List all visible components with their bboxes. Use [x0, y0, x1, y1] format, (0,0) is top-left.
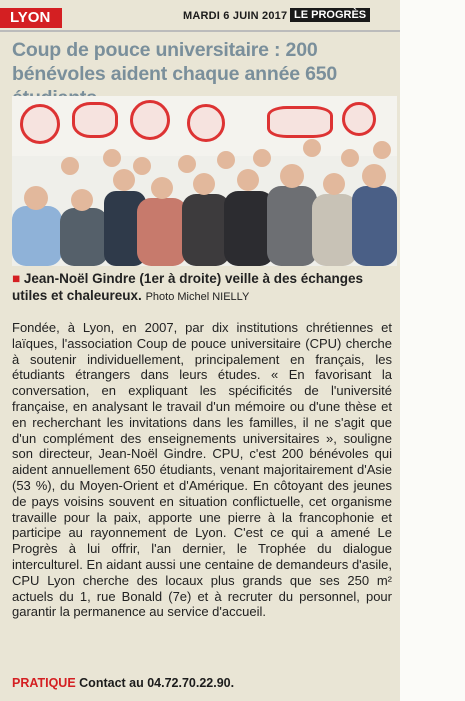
article-body	[12, 320, 392, 620]
section-city-tag: LYON	[0, 8, 62, 28]
wall-plate	[130, 100, 170, 140]
caption-bullet: ■	[12, 271, 24, 286]
practical-label: PRATIQUE	[12, 676, 76, 690]
photo-credit: Photo Michel NIELLY	[145, 291, 250, 303]
photo-caption	[12, 270, 397, 306]
wall-plate	[72, 102, 118, 138]
wall-plate	[342, 102, 376, 136]
newspaper-name: LE PROGRÈS	[290, 8, 370, 22]
article-paragraph: Fondée, à Lyon, en 2007, par dix institutions chrétiennes et laïques, l'association Coup de pouce universitaire (CPU) cherche à soutenir individuellement, principalement en français, les étudiants étrangers dans leurs études. « En favorisant la conversation, en expliquant les spécificités de l'université française, en analysant le travail d'un mémoire ou d'une thèse et en recherchant les invitations dans les familles, il ne s'agit que d'un complément des enseignements universitaires », souligne son directeur, Jean-Noël Gindre. CPU, c'est 200 bénévoles qui aident annuellement 650 étudiants, venant majoritairement d'Asie (53 %), du Moyen-Orient et d'Amérique. En côtoyant des jeunes de pays voisins souvent en situation conflictuelle, cet organisme travaille pour la paix, apporte une pierre à la francophonie et participe au rayonnement de Lyon. C'est ce qui a amené Le Progrès à lui offrir, l'an dernier, le Trophée du dialogue interculturel. En aidant aussi une centaine de demandeurs d'asile, CPU Lyon cherche des locaux plus grands que ses 250 m² actuels du 1, rue Bonald (7e) et à recruter du personnel, pour garantir la permanence au service d'accueil.	[12, 320, 392, 620]
practical-contact: Contact au 04.72.70.22.90.	[79, 676, 235, 690]
header-rule	[0, 30, 400, 32]
issue-date: MARDI 6 JUIN 2017	[183, 10, 288, 22]
headline: Coup de pouce universitaire : 200 bénévoles aident chaque année 650	[12, 39, 338, 85]
people-illustration	[12, 136, 397, 266]
wall-plate	[267, 106, 333, 138]
group-photo	[12, 96, 397, 266]
practical-info	[12, 676, 397, 690]
caption-text: Jean-Noël Gindre (1er à droite) veille à des échanges utiles et chaleureux.	[12, 271, 364, 303]
